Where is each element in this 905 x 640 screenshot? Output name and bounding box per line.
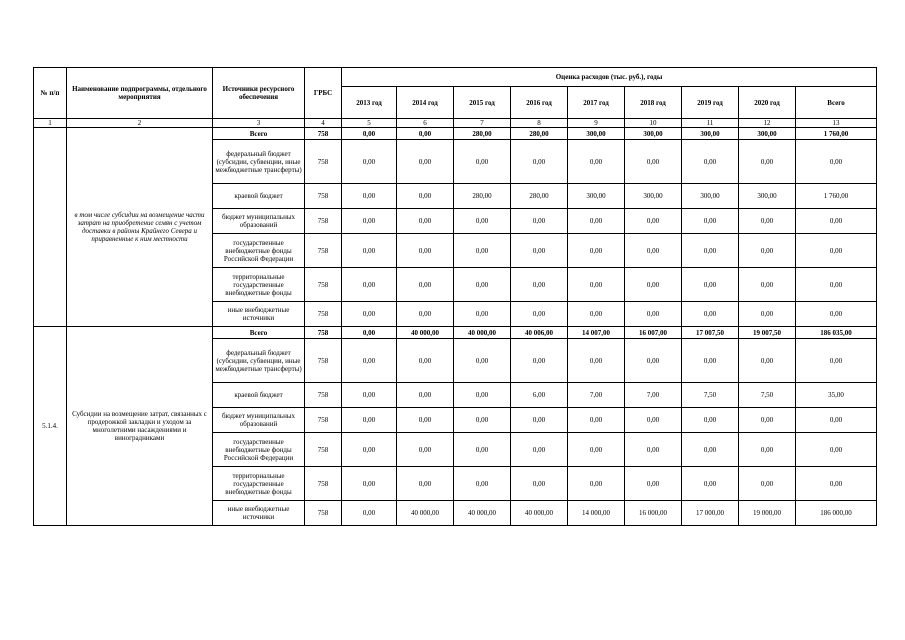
- year-value: 300,00: [682, 128, 739, 140]
- year-value: 14 000,00: [568, 501, 625, 526]
- funding-source: территориальные государственные внебюджетные фонды: [213, 467, 305, 501]
- row-number: 5.1.4.: [34, 327, 67, 526]
- total-value: 1 760,00: [796, 128, 877, 140]
- year-value: 0,00: [511, 268, 568, 302]
- column-number: 1: [34, 119, 67, 128]
- year-value: 0,00: [625, 433, 682, 467]
- year-value: 0,00: [739, 433, 796, 467]
- grbs-code: 758: [305, 209, 342, 234]
- funding-source: иные внебюджетные источники: [213, 302, 305, 327]
- year-value: 0,00: [454, 467, 511, 501]
- year-value: 0,00: [568, 234, 625, 268]
- row-number: [34, 128, 67, 327]
- year-value: 0,00: [625, 209, 682, 234]
- expense-table: [33, 67, 877, 526]
- year-value: 300,00: [682, 184, 739, 209]
- year-value: 0,00: [342, 128, 397, 140]
- year-value: 0,00: [511, 408, 568, 433]
- total-value: 0,00: [796, 339, 877, 383]
- year-value: 17 007,50: [682, 327, 739, 339]
- column-number: 4: [305, 119, 342, 128]
- header-source: Источники ресурсного обеспечения: [213, 68, 305, 119]
- year-value: 280,00: [511, 184, 568, 209]
- year-value: 0,00: [397, 339, 454, 383]
- grbs-code: 758: [305, 234, 342, 268]
- year-value: 0,00: [739, 408, 796, 433]
- year-value: 0,00: [454, 433, 511, 467]
- year-value: 0,00: [568, 467, 625, 501]
- funding-source: бюджет муниципальных образований: [213, 209, 305, 234]
- year-value: 40 000,00: [454, 327, 511, 339]
- year-value: 17 000,00: [682, 501, 739, 526]
- funding-source: бюджет муниципальных образований: [213, 408, 305, 433]
- header-num: № п/п: [34, 68, 67, 119]
- year-value: 0,00: [397, 302, 454, 327]
- year-value: 0,00: [342, 302, 397, 327]
- measure-name: Субсидии на возмещение затрат, связанных с продерожкой закладки и уходом за многолетними насаждениями и виноградниками: [67, 327, 213, 526]
- year-value: 300,00: [568, 184, 625, 209]
- year-value: 0,00: [511, 140, 568, 184]
- year-value: 280,00: [454, 128, 511, 140]
- year-value: 0,00: [625, 234, 682, 268]
- header-year: Всего: [796, 87, 877, 119]
- year-value: 0,00: [454, 209, 511, 234]
- year-value: 7,50: [739, 383, 796, 408]
- year-value: 0,00: [454, 234, 511, 268]
- column-number: 12: [739, 119, 796, 128]
- year-value: 0,00: [342, 140, 397, 184]
- measure-name: в том числе субсидии на возмещение части затрат на приобретение семян с учетом доставки в районы Крайнего Севера и приравненные к ним местности: [67, 128, 213, 327]
- year-value: 0,00: [625, 467, 682, 501]
- year-value: 0,00: [342, 433, 397, 467]
- funding-source: федеральный бюджет (субсидии, субвенции, иные межбюджетные трансферты): [213, 140, 305, 184]
- funding-source: территориальные государственные внебюджетные фонды: [213, 268, 305, 302]
- column-number: 5: [342, 119, 397, 128]
- year-value: 0,00: [342, 327, 397, 339]
- year-value: 280,00: [511, 128, 568, 140]
- funding-source: краевой бюджет: [213, 383, 305, 408]
- year-value: 0,00: [454, 408, 511, 433]
- year-value: 300,00: [739, 184, 796, 209]
- header-estimate: Оценка расходов (тыс. руб.), годы: [342, 68, 877, 87]
- year-value: 0,00: [511, 302, 568, 327]
- year-value: 0,00: [397, 383, 454, 408]
- header-year: 2020 год: [739, 87, 796, 119]
- year-value: 0,00: [342, 339, 397, 383]
- year-value: 0,00: [342, 184, 397, 209]
- total-value: 186 035,00: [796, 327, 877, 339]
- total-value: 0,00: [796, 234, 877, 268]
- total-value: 186 000,00: [796, 501, 877, 526]
- header-grbs: ГРБС: [305, 68, 342, 119]
- year-value: 0,00: [342, 209, 397, 234]
- column-number: 11: [682, 119, 739, 128]
- grbs-code: 758: [305, 327, 342, 339]
- year-value: 0,00: [682, 408, 739, 433]
- year-value: 300,00: [625, 128, 682, 140]
- funding-source: государственные внебюджетные фонды Российской Федерации: [213, 433, 305, 467]
- year-value: 300,00: [625, 184, 682, 209]
- column-number: 10: [625, 119, 682, 128]
- year-value: 0,00: [397, 408, 454, 433]
- year-value: 0,00: [454, 140, 511, 184]
- year-value: 0,00: [682, 339, 739, 383]
- table-row: [34, 128, 877, 140]
- year-value: 6,00: [511, 383, 568, 408]
- year-value: 16 000,00: [625, 501, 682, 526]
- funding-source: федеральный бюджет (субсидии, субвенции, иные межбюджетные трансферты): [213, 339, 305, 383]
- year-value: 0,00: [397, 128, 454, 140]
- total-value: 0,00: [796, 467, 877, 501]
- column-number: 2: [67, 119, 213, 128]
- year-value: 0,00: [342, 501, 397, 526]
- grbs-code: 758: [305, 339, 342, 383]
- grbs-code: 758: [305, 128, 342, 140]
- column-number: 9: [568, 119, 625, 128]
- funding-source: Всего: [213, 128, 305, 140]
- year-value: 0,00: [342, 408, 397, 433]
- funding-source: иные внебюджетные источники: [213, 501, 305, 526]
- year-value: 0,00: [739, 302, 796, 327]
- total-value: 1 760,00: [796, 184, 877, 209]
- year-value: 0,00: [682, 268, 739, 302]
- year-value: 0,00: [454, 383, 511, 408]
- year-value: 40 006,00: [511, 327, 568, 339]
- year-value: 0,00: [568, 339, 625, 383]
- year-value: 0,00: [454, 302, 511, 327]
- year-value: 0,00: [454, 268, 511, 302]
- year-value: 0,00: [739, 209, 796, 234]
- year-value: 40 000,00: [511, 501, 568, 526]
- grbs-code: 758: [305, 467, 342, 501]
- year-value: 0,00: [511, 467, 568, 501]
- year-value: 0,00: [511, 339, 568, 383]
- year-value: 0,00: [682, 140, 739, 184]
- year-value: 0,00: [568, 268, 625, 302]
- year-value: 0,00: [397, 234, 454, 268]
- total-value: 0,00: [796, 408, 877, 433]
- total-value: 0,00: [796, 433, 877, 467]
- year-value: 14 007,00: [568, 327, 625, 339]
- total-value: 0,00: [796, 302, 877, 327]
- column-number: 6: [397, 119, 454, 128]
- header-name: Наименование подпрограммы, отдельного мероприятия: [67, 68, 213, 119]
- header-year: 2017 год: [568, 87, 625, 119]
- year-value: 40 000,00: [397, 501, 454, 526]
- year-value: 0,00: [682, 234, 739, 268]
- year-value: 0,00: [397, 140, 454, 184]
- year-value: 0,00: [568, 209, 625, 234]
- header-year: 2016 год: [511, 87, 568, 119]
- grbs-code: 758: [305, 408, 342, 433]
- total-value: 0,00: [796, 140, 877, 184]
- header-year: 2019 год: [682, 87, 739, 119]
- year-value: 0,00: [739, 140, 796, 184]
- year-value: 0,00: [625, 302, 682, 327]
- year-value: 0,00: [568, 408, 625, 433]
- year-value: 0,00: [397, 268, 454, 302]
- year-value: 0,00: [682, 209, 739, 234]
- year-value: 0,00: [625, 268, 682, 302]
- grbs-code: 758: [305, 383, 342, 408]
- year-value: 300,00: [568, 128, 625, 140]
- header-year: 2014 год: [397, 87, 454, 119]
- year-value: 7,00: [568, 383, 625, 408]
- column-number: 7: [454, 119, 511, 128]
- year-value: 0,00: [342, 467, 397, 501]
- year-value: 0,00: [397, 184, 454, 209]
- column-number: 13: [796, 119, 877, 128]
- year-value: 300,00: [739, 128, 796, 140]
- year-value: 40 000,00: [454, 501, 511, 526]
- year-value: 0,00: [682, 302, 739, 327]
- grbs-code: 758: [305, 184, 342, 209]
- year-value: 0,00: [625, 408, 682, 433]
- grbs-code: 758: [305, 302, 342, 327]
- funding-source: государственные внебюджетные фонды Российской Федерации: [213, 234, 305, 268]
- year-value: 0,00: [625, 339, 682, 383]
- year-value: 0,00: [682, 467, 739, 501]
- funding-source: краевой бюджет: [213, 184, 305, 209]
- table-row: [34, 327, 877, 339]
- year-value: 0,00: [682, 433, 739, 467]
- year-value: 0,00: [739, 234, 796, 268]
- year-value: 0,00: [625, 140, 682, 184]
- header-year: 2015 год: [454, 87, 511, 119]
- year-value: 19 007,50: [739, 327, 796, 339]
- year-value: 0,00: [454, 339, 511, 383]
- year-value: 280,00: [454, 184, 511, 209]
- header-year: 2013 год: [342, 87, 397, 119]
- year-value: 0,00: [397, 467, 454, 501]
- grbs-code: 758: [305, 268, 342, 302]
- header-year: 2018 год: [625, 87, 682, 119]
- year-value: 7,00: [625, 383, 682, 408]
- year-value: 19 000,00: [739, 501, 796, 526]
- grbs-code: 758: [305, 501, 342, 526]
- funding-source: Всего: [213, 327, 305, 339]
- year-value: 0,00: [739, 467, 796, 501]
- year-value: 0,00: [342, 268, 397, 302]
- year-value: 0,00: [342, 234, 397, 268]
- year-value: 16 007,00: [625, 327, 682, 339]
- grbs-code: 758: [305, 433, 342, 467]
- grbs-code: 758: [305, 140, 342, 184]
- year-value: 0,00: [511, 209, 568, 234]
- year-value: 0,00: [397, 209, 454, 234]
- year-value: 7,50: [682, 383, 739, 408]
- year-value: 0,00: [568, 302, 625, 327]
- year-value: 0,00: [397, 433, 454, 467]
- year-value: 0,00: [739, 268, 796, 302]
- year-value: 0,00: [511, 234, 568, 268]
- year-value: 0,00: [342, 383, 397, 408]
- total-value: 0,00: [796, 268, 877, 302]
- year-value: 0,00: [739, 339, 796, 383]
- year-value: 40 000,00: [397, 327, 454, 339]
- column-number: 3: [213, 119, 305, 128]
- year-value: 0,00: [568, 433, 625, 467]
- column-number: 8: [511, 119, 568, 128]
- total-value: 35,00: [796, 383, 877, 408]
- year-value: 0,00: [511, 433, 568, 467]
- year-value: 0,00: [568, 140, 625, 184]
- total-value: 0,00: [796, 209, 877, 234]
